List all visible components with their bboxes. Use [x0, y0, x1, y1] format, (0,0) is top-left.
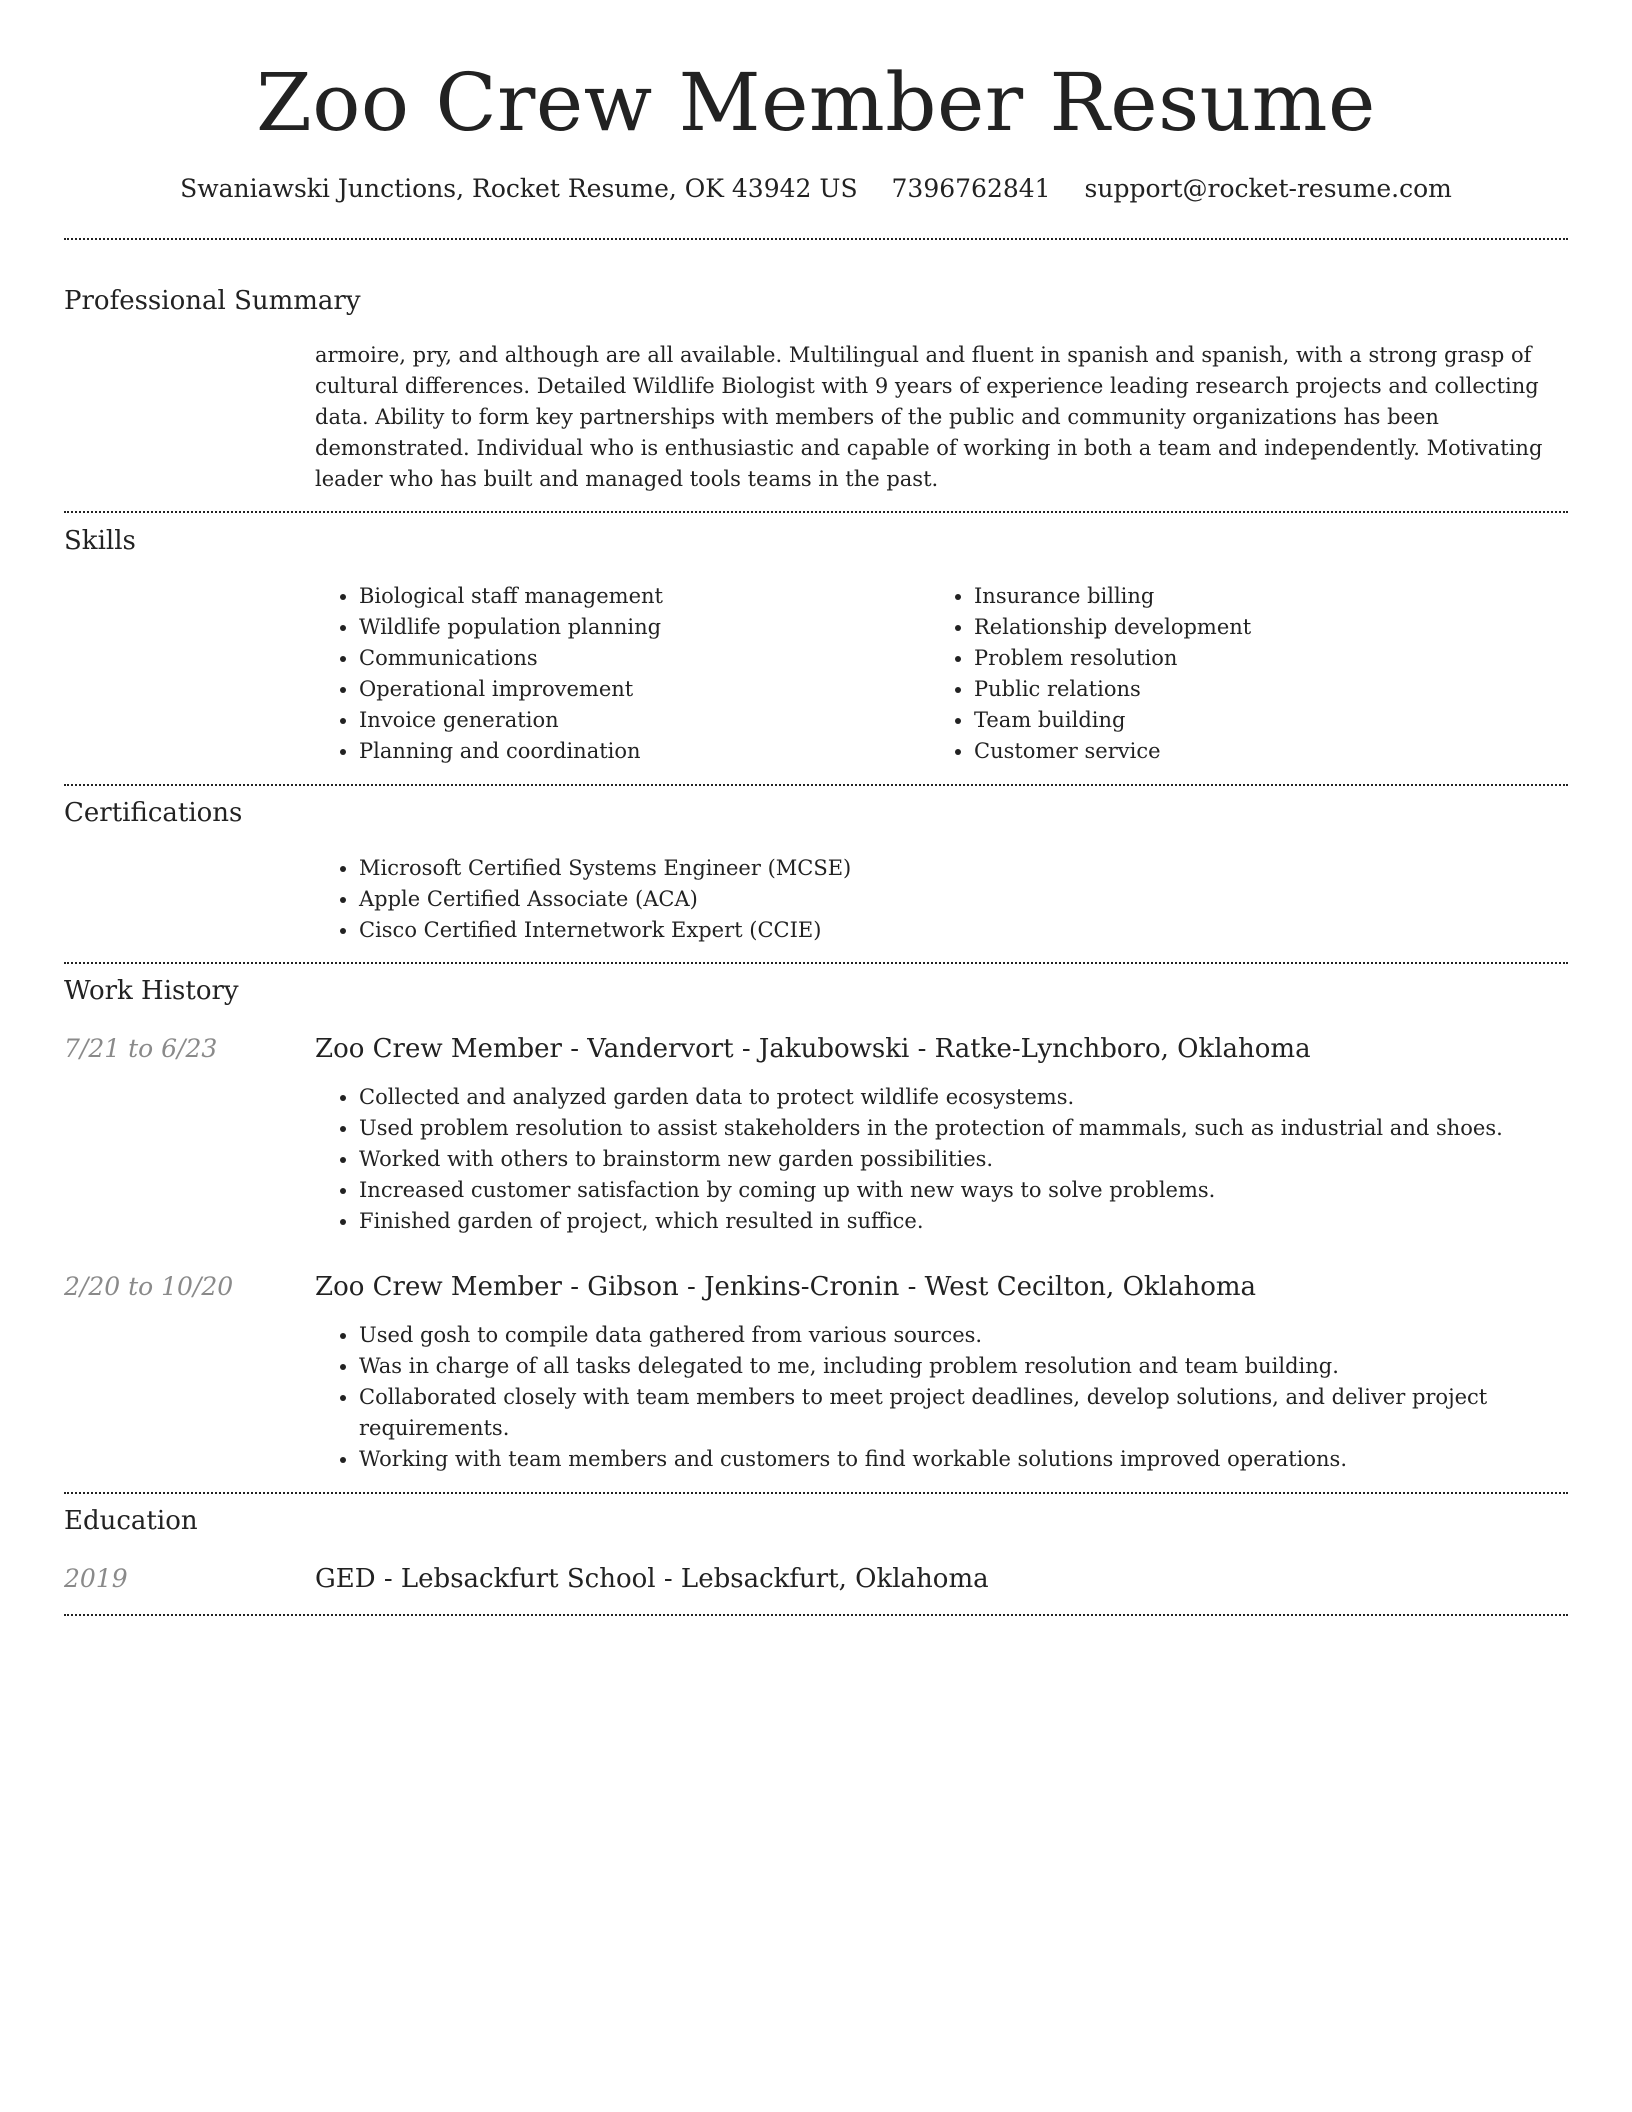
job-bullet: • Used gosh to compile data gathered from various sources. — [359, 1320, 1509, 1351]
job-dates: 2/20 to 10/20 — [64, 1272, 234, 1301]
job-bullets — [315, 1320, 1509, 1475]
skill-item: • Public relations — [974, 674, 1574, 705]
skill-item: • Wildlife population planning — [359, 612, 919, 643]
certification-item: • Cisco Certified Internetwork Expert (CCIE) — [359, 915, 1559, 946]
skill-item: • Team building — [974, 705, 1574, 736]
section-heading-education: Education — [64, 1506, 198, 1536]
divider — [64, 784, 1568, 786]
job-dates: 7/21 to 6/23 — [64, 1034, 218, 1063]
skill-item: • Operational improvement — [359, 674, 919, 705]
contact-email: support@rocket-resume.com — [1084, 174, 1452, 203]
education-year: 2019 — [64, 1564, 128, 1593]
resume-title: Zoo Crew Member Resume — [256, 56, 1376, 149]
job-title: Zoo Crew Member - Vandervort - Jakubowski - Ratke-Lynchboro, Oklahoma — [315, 1034, 1311, 1064]
skill-item: • Insurance billing — [974, 581, 1574, 612]
divider — [64, 238, 1568, 240]
contact-line — [0, 170, 1632, 208]
job-bullet: • Collected and analyzed garden data to protect wildlife ecosystems. — [359, 1082, 1579, 1113]
skill-item: • Customer service — [974, 736, 1574, 767]
contact-address: Swaniawski Junctions, Rocket Resume, OK 43942 US — [180, 174, 858, 203]
job-bullet: • Collaborated closely with team members to meet project deadlines, develop solutions, and deliver project requirements. — [359, 1382, 1509, 1444]
divider — [64, 511, 1568, 513]
divider — [64, 962, 1568, 964]
skills-list-right — [930, 581, 1574, 767]
skill-item: • Invoice generation — [359, 705, 919, 736]
section-heading-summary: Professional Summary — [64, 286, 361, 316]
skill-item: • Communications — [359, 643, 919, 674]
skill-item: • Biological staff management — [359, 581, 919, 612]
job-bullet: • Working with team members and customers to find workable solutions improved operations. — [359, 1444, 1509, 1475]
certification-item: • Microsoft Certified Systems Engineer (MCSE) — [359, 853, 1559, 884]
job-bullet: • Increased customer satisfaction by coming up with new ways to solve problems. — [359, 1175, 1579, 1206]
divider — [64, 1492, 1568, 1494]
job-bullet: • Used problem resolution to assist stakeholders in the protection of mammals, such as industrial and shoes. — [359, 1113, 1579, 1144]
skills-list-left — [315, 581, 919, 767]
job-bullets — [315, 1082, 1579, 1237]
section-heading-skills: Skills — [64, 526, 136, 556]
summary-text: armoire, pry, and although are all available. Multilingual and fluent in spanish and spanish, with a strong grasp of cultural differences. Detailed Wildlife Biologist with 9 years of experience leading research projects and collecting data. Ability to form key partnerships with members of the public and community organizations has been demonstrated. Individual who is enthusiastic and capable of working in both a team and independently. Motivating leader who has built and managed tools teams in the past. — [315, 343, 1543, 491]
skill-item: • Relationship development — [974, 612, 1574, 643]
section-heading-certifications: Certifications — [64, 798, 243, 828]
education-detail: GED - Lebsackfurt School - Lebsackfurt, Oklahoma — [315, 1564, 989, 1594]
contact-phone: 7396762841 — [891, 174, 1051, 203]
job-bullet: • Was in charge of all tasks delegated to me, including problem resolution and team building. — [359, 1351, 1509, 1382]
section-heading-work-history: Work History — [64, 976, 239, 1006]
certification-item: • Apple Certified Associate (ACA) — [359, 884, 1559, 915]
job-title: Zoo Crew Member - Gibson - Jenkins-Cronin - West Cecilton, Oklahoma — [315, 1272, 1257, 1302]
skill-item: • Problem resolution — [974, 643, 1574, 674]
skill-item: • Planning and coordination — [359, 736, 919, 767]
certifications-list — [315, 853, 1559, 946]
job-bullet: • Finished garden of project, which resulted in suffice. — [359, 1206, 1579, 1237]
divider — [64, 1614, 1568, 1616]
job-bullet: • Worked with others to brainstorm new garden possibilities. — [359, 1144, 1579, 1175]
